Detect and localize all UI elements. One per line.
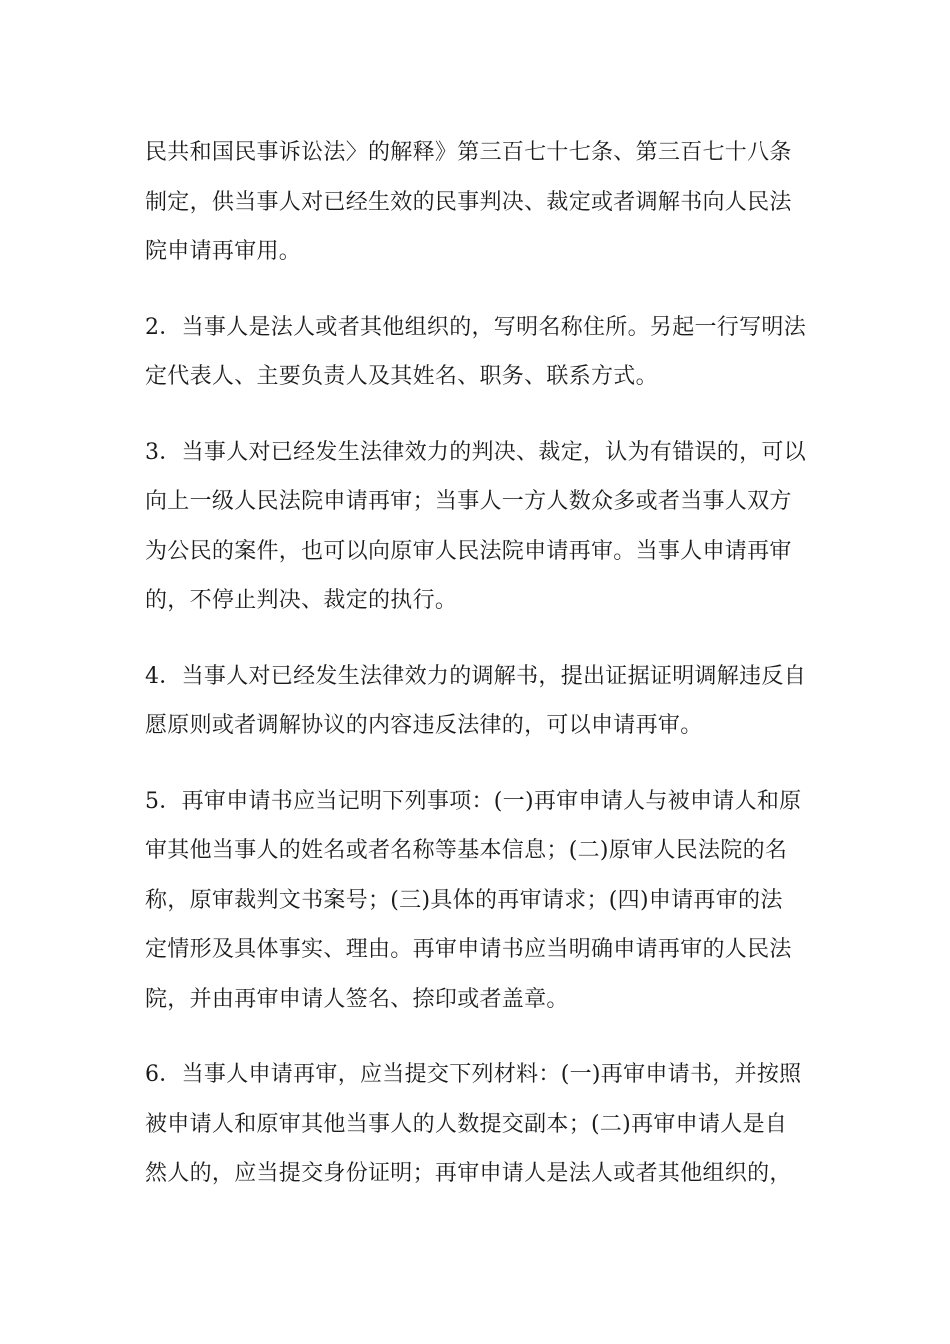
paragraph-1	[145, 128, 810, 277]
text-line: 6．当事人申请再审，应当提交下列材料：(一)再审申请书，并按照	[145, 1062, 802, 1087]
text-line: 3．当事人对已经发生法律效力的判决、裁定，认为有错误的，可以	[145, 439, 806, 465]
text-line: 为公民的案件，也可以向原审人民法院申请再审。当事人申请再审	[145, 538, 792, 564]
text-line: 定代表人、主要负责人及其姓名、职务、联系方式。	[145, 364, 658, 389]
text-line: 称，原审裁判文书案号；(三)具体的再审请求；(四)申请再审的法	[145, 887, 783, 913]
document-body	[145, 128, 810, 1225]
text-line: 院，并由再审申请人签名、捺印或者盖章。	[145, 986, 569, 1012]
paragraph-4	[145, 652, 810, 751]
text-line: 2．当事人是法人或者其他组织的，写明名称住所。另起一行写明法	[145, 314, 806, 340]
text-line: 院申请再审用。	[145, 239, 302, 264]
paragraph-6	[145, 1050, 810, 1199]
text-line: 审其他当事人的姓名或者名称等基本信息；(二)原审人民法院的名	[145, 838, 788, 863]
text-line: 被申请人和原审其他当事人的人数提交副本；(二)再审申请人是自	[145, 1111, 788, 1137]
text-line: 5．再审申请书应当记明下列事项：(一)再审申请人与被申请人和原	[145, 788, 802, 814]
text-line: 向上一级人民法院申请再审；当事人一方人数众多或者当事人双方	[145, 489, 792, 514]
text-line: 制定，供当事人对已经生效的民事判决、裁定或者调解书向人民法	[145, 189, 792, 215]
paragraph-2	[145, 303, 810, 402]
paragraph-5	[145, 777, 810, 1025]
text-line: 民共和国民事诉讼法〉的解释》第三百七十七条、第三百七十八条	[145, 140, 792, 165]
text-line: 的，不停止判决、裁定的执行。	[145, 588, 458, 613]
text-line: 愿原则或者调解协议的内容违反法律的，可以申请再审。	[145, 713, 703, 738]
text-line: 定情形及具体事实、理由。再审申请书应当明确申请再审的人民法	[145, 937, 792, 962]
paragraph-3	[145, 428, 810, 626]
text-line: 然人的，应当提交身份证明；再审申请人是法人或者其他组织的，	[145, 1161, 792, 1186]
text-line: 4．当事人对已经发生法律效力的调解书，提出证据证明调解违反自	[145, 663, 806, 689]
